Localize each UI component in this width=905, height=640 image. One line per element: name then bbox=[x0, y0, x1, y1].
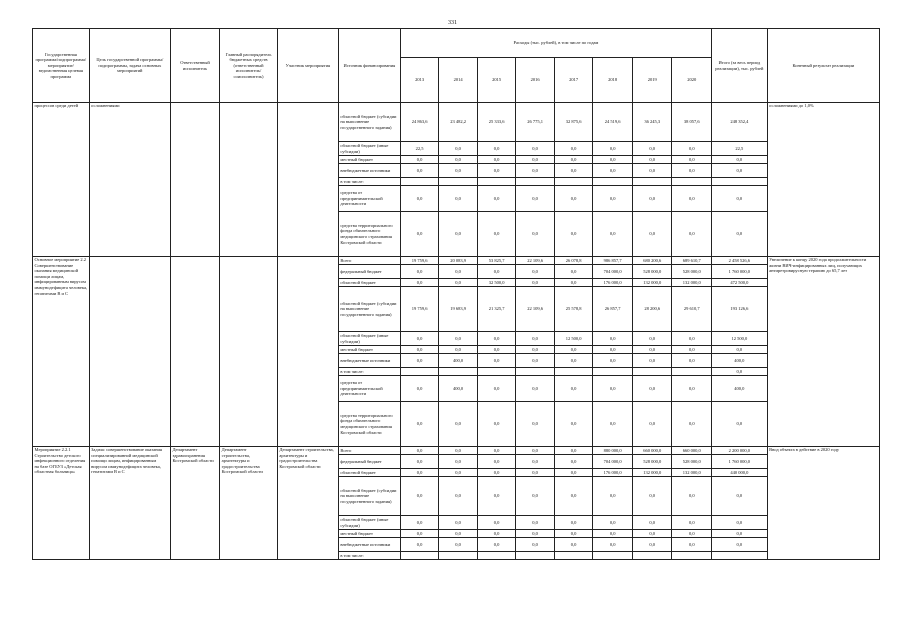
cell-value bbox=[672, 178, 712, 186]
cell-value: 400,0 bbox=[439, 376, 478, 402]
cell-total: 0,0 bbox=[712, 516, 768, 530]
cell-value: 0,0 bbox=[593, 530, 633, 538]
cell-value: 0,0 bbox=[632, 538, 672, 552]
cell-value bbox=[516, 368, 555, 376]
cell-value: 29 610,7 bbox=[672, 287, 712, 332]
cell-total: 22,5 bbox=[712, 142, 768, 156]
cell-value: 0,0 bbox=[477, 538, 516, 552]
cell-value: 0,0 bbox=[632, 354, 672, 368]
cell-value: 0,0 bbox=[516, 212, 555, 257]
cell-value: 0,0 bbox=[632, 477, 672, 516]
cell-value: 20 083,9 bbox=[439, 257, 478, 265]
cell-program: Основное мероприятие 2.2 Совершенствование оказания медицинской помощи лицам, инфицированным вирусом иммунодефицита человека, гепатитами В и С bbox=[33, 257, 90, 447]
cell-manager: Департамент строительства, архитектуры и градостроительства Костромской области bbox=[220, 447, 278, 560]
cell-total bbox=[712, 178, 768, 186]
cell-goal bbox=[89, 257, 170, 447]
cell-value: 0,0 bbox=[439, 212, 478, 257]
cell-total: 0,0 bbox=[712, 530, 768, 538]
cell-value: 660 000,0 bbox=[632, 447, 672, 455]
cell-value: 12 500,0 bbox=[554, 332, 593, 346]
cell-value: 0,0 bbox=[400, 477, 439, 516]
cell-value: 880 000,0 bbox=[593, 447, 633, 455]
cell-value: 0,0 bbox=[593, 516, 633, 530]
cell-source: областной бюджет bbox=[338, 469, 400, 477]
page-number: 331 bbox=[448, 20, 457, 26]
header-expenses: Расходы (тыс. рублей), в том числе по годам bbox=[400, 29, 711, 58]
cell-total: 0,0 bbox=[712, 368, 768, 376]
cell-total: 400,0 bbox=[712, 354, 768, 368]
cell-value: 0,0 bbox=[516, 477, 555, 516]
cell-value: 0,0 bbox=[439, 142, 478, 156]
cell-source: областной бюджет (иные субсидии) bbox=[338, 516, 400, 530]
cell-value: 0,0 bbox=[439, 279, 478, 287]
header-participants: Участник мероприятия bbox=[277, 29, 338, 103]
cell-value: 660 000,0 bbox=[672, 447, 712, 455]
cell-value: 0,0 bbox=[477, 469, 516, 477]
cell-value: 0,0 bbox=[672, 212, 712, 257]
cell-total: 2 458 526,6 bbox=[712, 257, 768, 265]
cell-value: 0,0 bbox=[477, 477, 516, 516]
cell-source: местный бюджет bbox=[338, 346, 400, 354]
cell-value: 0,0 bbox=[516, 402, 555, 447]
cell-value: 0,0 bbox=[477, 376, 516, 402]
cell-value: 0,0 bbox=[477, 447, 516, 455]
header-year: 2016 bbox=[516, 58, 555, 103]
cell-manager bbox=[220, 103, 278, 257]
cell-value: 0,0 bbox=[439, 332, 478, 346]
cell-value: 0,0 bbox=[632, 142, 672, 156]
cell-value: 0,0 bbox=[516, 346, 555, 354]
cell-value: 528 000,0 bbox=[672, 265, 712, 279]
cell-value: 0,0 bbox=[632, 346, 672, 354]
cell-value: 0,0 bbox=[632, 332, 672, 346]
cell-total: 1 760 000,0 bbox=[712, 265, 768, 279]
cell-source: федеральный бюджет bbox=[338, 455, 400, 469]
cell-value: 28 200,6 bbox=[632, 287, 672, 332]
cell-value: 0,0 bbox=[477, 186, 516, 212]
cell-value: 0,0 bbox=[632, 186, 672, 212]
cell-value bbox=[477, 552, 516, 560]
cell-total: 248 352,4 bbox=[712, 103, 768, 142]
cell-value bbox=[477, 178, 516, 186]
cell-value: 32 875,6 bbox=[554, 103, 593, 142]
cell-total: 0,0 bbox=[712, 212, 768, 257]
cell-value: 0,0 bbox=[672, 164, 712, 178]
cell-result: Ввод объекта в действие в 2020 году bbox=[767, 447, 879, 560]
cell-value: 24 863,6 bbox=[400, 103, 439, 142]
cell-value bbox=[593, 178, 633, 186]
cell-value: 0,0 bbox=[400, 212, 439, 257]
cell-value: 0,0 bbox=[439, 186, 478, 212]
header-program: Государственная программа/подпрограмма/мероприятие/ведомственная целевая программа bbox=[33, 29, 90, 103]
cell-value: 0,0 bbox=[554, 477, 593, 516]
cell-value: 0,0 bbox=[477, 156, 516, 164]
cell-value: 26 857,7 bbox=[593, 287, 633, 332]
cell-source: местный бюджет bbox=[338, 156, 400, 164]
header-year: 2013 bbox=[400, 58, 439, 103]
cell-value: 0,0 bbox=[400, 455, 439, 469]
cell-executor bbox=[170, 103, 219, 257]
cell-value: 22 109,6 bbox=[516, 257, 555, 265]
cell-value: 0,0 bbox=[477, 212, 516, 257]
cell-value: 23 482,2 bbox=[439, 103, 478, 142]
cell-value: 32 500,0 bbox=[477, 279, 516, 287]
cell-source: внебюджетные источники bbox=[338, 538, 400, 552]
cell-source: областной бюджет (субсидии на выполнение государственного задания) bbox=[338, 477, 400, 516]
cell-value: 0,0 bbox=[439, 530, 478, 538]
cell-total: 440 000,0 bbox=[712, 469, 768, 477]
header-sources: Источник финансирования bbox=[338, 29, 400, 103]
header-year: 2014 bbox=[439, 58, 478, 103]
cell-value: 0,0 bbox=[516, 156, 555, 164]
cell-value: 0,0 bbox=[554, 186, 593, 212]
cell-value: 0,0 bbox=[593, 212, 633, 257]
cell-value: 0,0 bbox=[516, 186, 555, 212]
cell-value bbox=[477, 368, 516, 376]
cell-value: 132 000,0 bbox=[672, 469, 712, 477]
cell-value: 0,0 bbox=[400, 265, 439, 279]
cell-total: 0,0 bbox=[712, 477, 768, 516]
cell-source: средства от предпринимательской деятельности bbox=[338, 186, 400, 212]
cell-value: 19 759,6 bbox=[400, 257, 439, 265]
cell-value: 0,0 bbox=[516, 142, 555, 156]
cell-value: 0,0 bbox=[516, 516, 555, 530]
cell-value: 0,0 bbox=[439, 156, 478, 164]
cell-value: 528 000,0 bbox=[632, 455, 672, 469]
cell-value: 0,0 bbox=[672, 346, 712, 354]
cell-value: 0,0 bbox=[554, 530, 593, 538]
cell-value bbox=[516, 552, 555, 560]
cell-value: 132 000,0 bbox=[672, 279, 712, 287]
cell-value: 0,0 bbox=[400, 186, 439, 212]
cell-value: 24 519,6 bbox=[593, 103, 633, 142]
cell-value: 22,5 bbox=[400, 142, 439, 156]
cell-value: 0,0 bbox=[554, 164, 593, 178]
cell-total: 400,0 bbox=[712, 376, 768, 402]
cell-value bbox=[593, 552, 633, 560]
cell-value: 0,0 bbox=[593, 538, 633, 552]
cell-value: 0,0 bbox=[439, 447, 478, 455]
cell-value: 0,0 bbox=[554, 376, 593, 402]
cell-value: 0,0 bbox=[593, 156, 633, 164]
cell-value: 25 333,6 bbox=[477, 103, 516, 142]
cell-value: 0,0 bbox=[477, 346, 516, 354]
cell-value bbox=[439, 552, 478, 560]
cell-value: 0,0 bbox=[516, 469, 555, 477]
cell-value: 0,0 bbox=[439, 164, 478, 178]
header-result: Конечный результат реализации bbox=[767, 29, 879, 103]
cell-value: 0,0 bbox=[400, 538, 439, 552]
cell-value: 0,0 bbox=[400, 156, 439, 164]
cell-value bbox=[593, 368, 633, 376]
cell-value: 528 000,0 bbox=[632, 265, 672, 279]
cell-value: 19 683,9 bbox=[439, 287, 478, 332]
cell-value: 0,0 bbox=[593, 186, 633, 212]
cell-source: средства территориального фонда обязательного медицинского страхования Костромской области bbox=[338, 212, 400, 257]
cell-value: 0,0 bbox=[516, 455, 555, 469]
cell-value: 0,0 bbox=[554, 455, 593, 469]
cell-total: 12 500,0 bbox=[712, 332, 768, 346]
header-year: 2017 bbox=[554, 58, 593, 103]
cell-value bbox=[554, 552, 593, 560]
header-year: 2015 bbox=[477, 58, 516, 103]
cell-value: 0,0 bbox=[554, 447, 593, 455]
cell-value: 0,0 bbox=[477, 164, 516, 178]
cell-source: в том числе: bbox=[338, 368, 400, 376]
header-year: 2018 bbox=[593, 58, 633, 103]
header-manager: Главный распорядитель бюджетных средств (ответственный исполнитель/соисполнитель) bbox=[220, 29, 278, 103]
cell-total bbox=[712, 552, 768, 560]
cell-value: 0,0 bbox=[554, 279, 593, 287]
cell-value: 0,0 bbox=[632, 516, 672, 530]
header-year: 2020 bbox=[672, 58, 712, 103]
cell-participants bbox=[277, 257, 338, 447]
cell-value: 0,0 bbox=[400, 516, 439, 530]
cell-value: 0,0 bbox=[593, 402, 633, 447]
cell-value: 21 325,7 bbox=[477, 287, 516, 332]
cell-source: внебюджетные источники bbox=[338, 164, 400, 178]
cell-value bbox=[400, 368, 439, 376]
cell-value bbox=[400, 552, 439, 560]
cell-total: 0,0 bbox=[712, 186, 768, 212]
cell-total: 0,0 bbox=[712, 346, 768, 354]
cell-total: 193 126,6 bbox=[712, 287, 768, 332]
cell-source: федеральный бюджет bbox=[338, 265, 400, 279]
cell-value: 680 200,6 bbox=[632, 257, 672, 265]
cell-value: 19 759,6 bbox=[400, 287, 439, 332]
cell-value: 0,0 bbox=[554, 402, 593, 447]
cell-value: 0,0 bbox=[516, 538, 555, 552]
cell-value: 176 000,0 bbox=[593, 469, 633, 477]
cell-value: 689 610,7 bbox=[672, 257, 712, 265]
cell-value: 0,0 bbox=[672, 354, 712, 368]
cell-value: 26 078,8 bbox=[554, 257, 593, 265]
cell-value: 25 578,8 bbox=[554, 287, 593, 332]
cell-value: 0,0 bbox=[554, 156, 593, 164]
cell-value bbox=[632, 178, 672, 186]
cell-value: 0,0 bbox=[593, 354, 633, 368]
cell-value: 0,0 bbox=[439, 469, 478, 477]
cell-value: 0,0 bbox=[439, 346, 478, 354]
header-year: 2019 bbox=[632, 58, 672, 103]
cell-value: 132 000,0 bbox=[632, 469, 672, 477]
cell-value: 0,0 bbox=[516, 164, 555, 178]
cell-value: 36 245,3 bbox=[632, 103, 672, 142]
cell-value: 0,0 bbox=[400, 346, 439, 354]
cell-source: средства от предпринимательской деятельности bbox=[338, 376, 400, 402]
cell-value: 0,0 bbox=[554, 212, 593, 257]
cell-value bbox=[554, 368, 593, 376]
cell-value: 0,0 bbox=[672, 402, 712, 447]
cell-value: 0,0 bbox=[632, 212, 672, 257]
cell-value: 0,0 bbox=[439, 265, 478, 279]
cell-value: 704 000,0 bbox=[593, 455, 633, 469]
cell-executor bbox=[170, 257, 219, 447]
cell-value: 0,0 bbox=[400, 469, 439, 477]
cell-value bbox=[554, 178, 593, 186]
cell-total: 0,0 bbox=[712, 164, 768, 178]
cell-value: 0,0 bbox=[400, 447, 439, 455]
cell-source: местный бюджет bbox=[338, 530, 400, 538]
cell-source: областной бюджет (иные субсидии) bbox=[338, 332, 400, 346]
cell-value: 0,0 bbox=[400, 332, 439, 346]
cell-value: 0,0 bbox=[672, 477, 712, 516]
cell-value: 0,0 bbox=[439, 402, 478, 447]
cell-value: 0,0 bbox=[593, 164, 633, 178]
cell-value: 0,0 bbox=[439, 516, 478, 530]
cell-total: 2 200 000,0 bbox=[712, 447, 768, 455]
header-executor: Ответственный исполнитель bbox=[170, 29, 219, 103]
cell-value: 0,0 bbox=[400, 402, 439, 447]
cell-total: 0,0 bbox=[712, 156, 768, 164]
cell-value bbox=[632, 368, 672, 376]
cell-value: 26 775,1 bbox=[516, 103, 555, 142]
cell-value: 0,0 bbox=[632, 156, 672, 164]
cell-participants bbox=[277, 103, 338, 257]
cell-source: областной бюджет (иные субсидии) bbox=[338, 142, 400, 156]
cell-goal: осложнениями bbox=[89, 103, 170, 257]
cell-value: 0,0 bbox=[672, 376, 712, 402]
header-goal: Цель государственной программы/подпрограммы, задача основных мероприятий bbox=[89, 29, 170, 103]
cell-value: 0,0 bbox=[477, 142, 516, 156]
cell-value: 0,0 bbox=[477, 265, 516, 279]
cell-value: 0,0 bbox=[439, 455, 478, 469]
cell-value: 0,0 bbox=[672, 530, 712, 538]
cell-value: 0,0 bbox=[516, 265, 555, 279]
cell-value: 0,0 bbox=[477, 455, 516, 469]
cell-value bbox=[400, 178, 439, 186]
cell-value: 0,0 bbox=[554, 516, 593, 530]
cell-executor: Департамент здравоохранения Костромской области bbox=[170, 447, 219, 560]
cell-program: Мероприятие 2.2.1 Строительство детского инфекционного отделения на базе ОГБУЗ «Детская областная больница» bbox=[33, 447, 90, 560]
cell-value: 0,0 bbox=[439, 477, 478, 516]
cell-value: 0,0 bbox=[554, 346, 593, 354]
cell-value bbox=[632, 552, 672, 560]
cell-value: 0,0 bbox=[672, 332, 712, 346]
cell-program: процессов среди детей bbox=[33, 103, 90, 257]
cell-value: 132 000,0 bbox=[632, 279, 672, 287]
cell-value: 0,0 bbox=[632, 164, 672, 178]
cell-value: 0,0 bbox=[400, 530, 439, 538]
cell-value: 0,0 bbox=[516, 376, 555, 402]
cell-value: 0,0 bbox=[554, 142, 593, 156]
cell-total: 0,0 bbox=[712, 402, 768, 447]
cell-value: 0,0 bbox=[516, 332, 555, 346]
cell-value: 0,0 bbox=[593, 332, 633, 346]
cell-value bbox=[439, 178, 478, 186]
cell-value: 0,0 bbox=[672, 156, 712, 164]
cell-goal: Задача: совершенствование оказания специализированной медицинской помощи лицам, инфицированным вирусом иммунодефицита человека, гепатитами В и С bbox=[89, 447, 170, 560]
cell-value: 0,0 bbox=[593, 346, 633, 354]
cell-manager bbox=[220, 257, 278, 447]
header-total: Итого (за весь период реализации), тыс. рублей bbox=[712, 29, 768, 103]
cell-value: 0,0 bbox=[477, 530, 516, 538]
cell-source: средства территориального фонда обязательного медицинского страхования Костромской области bbox=[338, 402, 400, 447]
cell-value: 0,0 bbox=[672, 186, 712, 212]
cell-source: областной бюджет bbox=[338, 279, 400, 287]
cell-value: 0,0 bbox=[554, 538, 593, 552]
cell-value: 0,0 bbox=[554, 469, 593, 477]
cell-value: 704 000,0 bbox=[593, 265, 633, 279]
cell-value: 53 825,7 bbox=[477, 257, 516, 265]
cell-participants: Департамент строительства, архитектуры и градостроительства Костромской области bbox=[277, 447, 338, 560]
cell-value: 0,0 bbox=[400, 164, 439, 178]
cell-value: 0,0 bbox=[672, 142, 712, 156]
cell-total: 1 760 000,0 bbox=[712, 455, 768, 469]
cell-value: 0,0 bbox=[593, 142, 633, 156]
cell-value: 0,0 bbox=[400, 279, 439, 287]
cell-value: 0,0 bbox=[554, 265, 593, 279]
cell-value: 0,0 bbox=[516, 530, 555, 538]
header-row-1 bbox=[33, 29, 880, 58]
cell-value: 0,0 bbox=[632, 376, 672, 402]
cell-value bbox=[672, 552, 712, 560]
cell-value: 0,0 bbox=[477, 354, 516, 368]
cell-source: в том числе: bbox=[338, 178, 400, 186]
cell-value: 0,0 bbox=[439, 538, 478, 552]
cell-source: Всего bbox=[338, 257, 400, 265]
cell-value: 400,0 bbox=[439, 354, 478, 368]
cell-value: 176 000,0 bbox=[593, 279, 633, 287]
cell-result: осложнениями до 1,0% bbox=[767, 103, 879, 257]
cell-value: 38 057,6 bbox=[672, 103, 712, 142]
cell-value bbox=[516, 178, 555, 186]
cell-source: областной бюджет (субсидии на выполнение государственного задания) bbox=[338, 287, 400, 332]
cell-value: 0,0 bbox=[672, 538, 712, 552]
cell-value: 0,0 bbox=[593, 477, 633, 516]
cell-value: 528 000,0 bbox=[672, 455, 712, 469]
table-row bbox=[33, 447, 880, 455]
cell-value: 22 109,6 bbox=[516, 287, 555, 332]
cell-value: 0,0 bbox=[593, 376, 633, 402]
cell-value: 0,0 bbox=[477, 332, 516, 346]
cell-value: 0,0 bbox=[672, 516, 712, 530]
cell-value bbox=[439, 368, 478, 376]
cell-value: 0,0 bbox=[516, 279, 555, 287]
cell-result: Увеличение к концу 2020 года продолжительности жизни ВИЧ-инфицированных лиц, получающих антиретровирусную терапию до 65,7 лет bbox=[767, 257, 879, 447]
cell-value: 0,0 bbox=[400, 376, 439, 402]
cell-source: внебюджетные источники bbox=[338, 354, 400, 368]
cell-source: областной бюджет (субсидии на выполнение государственного задания) bbox=[338, 103, 400, 142]
cell-value: 0,0 bbox=[477, 402, 516, 447]
cell-value: 0,0 bbox=[516, 354, 555, 368]
cell-value: 0,0 bbox=[632, 402, 672, 447]
table-row bbox=[33, 103, 880, 142]
cell-value: 0,0 bbox=[400, 354, 439, 368]
cell-total: 472 500,0 bbox=[712, 279, 768, 287]
cell-source: в том числе: bbox=[338, 552, 400, 560]
cell-value bbox=[672, 368, 712, 376]
table-row bbox=[33, 257, 880, 265]
cell-value: 0,0 bbox=[632, 530, 672, 538]
cell-value: 986 857,7 bbox=[593, 257, 633, 265]
budget-table bbox=[32, 28, 880, 560]
cell-value: 0,0 bbox=[477, 516, 516, 530]
cell-value: 0,0 bbox=[554, 354, 593, 368]
cell-source: Всего bbox=[338, 447, 400, 455]
cell-value: 0,0 bbox=[516, 447, 555, 455]
cell-total: 0,0 bbox=[712, 538, 768, 552]
